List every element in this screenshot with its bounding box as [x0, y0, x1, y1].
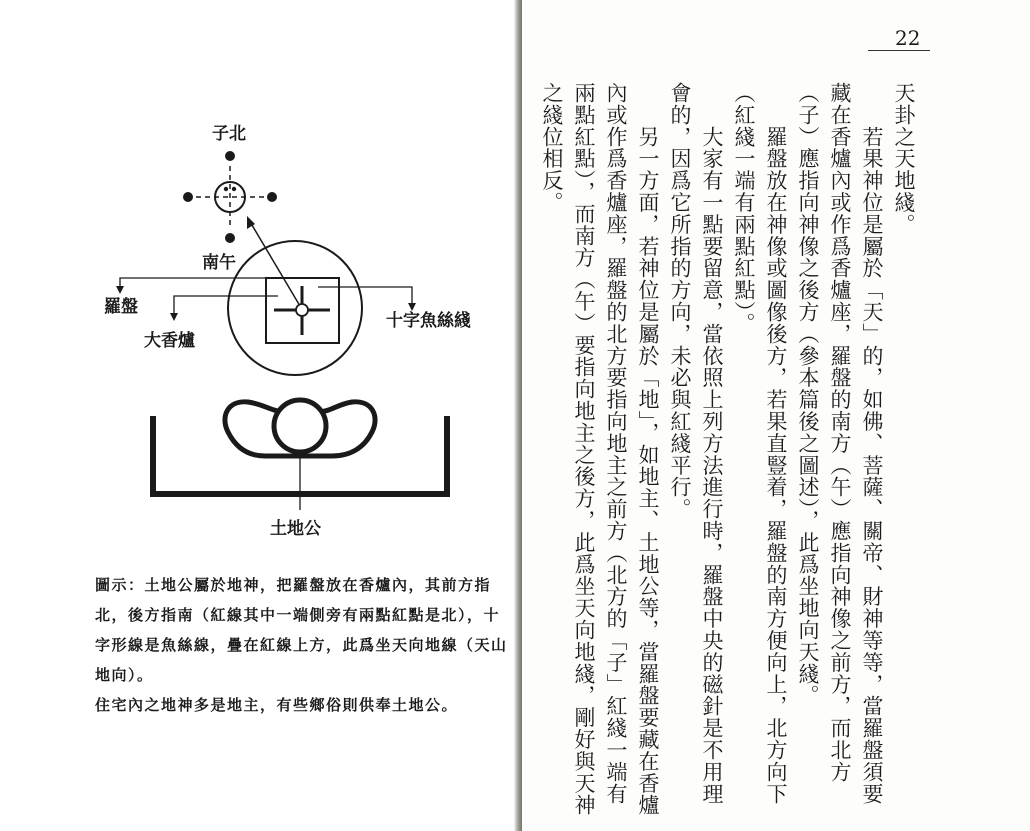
west-dot: [183, 192, 193, 202]
page-number: 22: [895, 26, 921, 50]
body-paragraph: 大家有一點要留意，當依照上列方法進行時，羅盤中央的磁針是不用理會的，因爲它所指的方向，未必與紅綫平行。: [668, 82, 724, 805]
burner-pointer-line: [174, 296, 278, 315]
label-south: 南午: [202, 253, 236, 273]
caption-paragraph-1: 圖示：土地公屬於地神，把羅盤放在香爐內，其前方指北，後方指南（紅線其中一端側旁有兩點紅點是北），十字形線是魚絲線，疊在紅線上方，此爲坐天向地線（天山地向）。: [95, 576, 508, 684]
body-paragraph: 羅盤放在神像或圖像後方，若果直豎着，羅盤的南方便向上，北方向下（紅綫一端有兩點紅點）。: [732, 82, 788, 805]
label-deity: 土地公: [270, 519, 321, 539]
pointer-arrow: [249, 220, 300, 306]
label-crosshair: 十字魚絲綫: [386, 311, 471, 331]
east-dot: [267, 192, 277, 202]
incense-burner-circle: [228, 241, 362, 375]
compass-pointer-head: [116, 286, 124, 294]
label-compass: 羅盤: [104, 297, 138, 317]
center-ring: [296, 304, 308, 316]
vertical-body-text: [538, 82, 920, 817]
figure-caption: [95, 570, 515, 720]
compass-pointer-line: [120, 278, 290, 288]
body-paragraph: 若果神位是屬於「天」的，如佛、菩薩、關帝、財神等等，當羅盤須要藏在香爐內或作爲香爐座，羅盤的南方（午）應指向神像之前方，而北方（子）應指向神像之後方（參本篇後之圖述），此爲坐地向天綫。: [796, 82, 884, 805]
header-rule: [868, 50, 930, 51]
compass-symbol: [183, 151, 277, 243]
body-paragraph: 天卦之天地綫。: [892, 82, 916, 236]
red-dot-2: [232, 187, 236, 191]
label-incense-burner: 大香爐: [144, 331, 195, 351]
crosshair-pointer-head: [408, 303, 416, 311]
deity-head: [274, 400, 326, 452]
burner-pointer-head: [170, 313, 178, 321]
feng-shui-diagram: [80, 110, 510, 550]
body-paragraph: 另一方面，若神位是屬於「地」，如地主、土地公等，當羅盤要藏在香爐內或作爲香爐座，羅盤的北方要指向地主之前方（北方的「子」紅綫一端有兩點紅點），而南方（午）要指向地主之後方，此爲坐天向地綫，剛好與天神之綫位相反。: [540, 82, 660, 817]
south-dot: [225, 233, 235, 243]
north-dot: [225, 151, 235, 161]
red-dot-1: [224, 187, 228, 191]
caption-paragraph-2: 住宅內之地神多是地主，有些鄉俗則供奉土地公。: [95, 696, 459, 714]
label-north: 子北: [212, 124, 246, 144]
crosshair-pointer-line: [318, 287, 412, 305]
